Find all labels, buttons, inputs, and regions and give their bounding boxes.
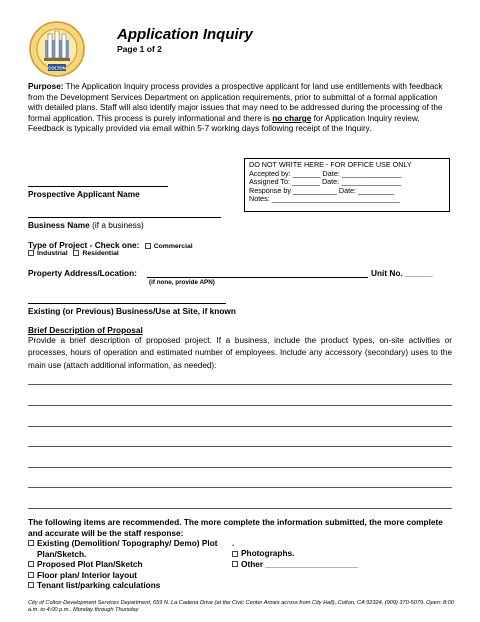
residential-label: Residential [82, 250, 119, 257]
description-line[interactable] [28, 467, 452, 468]
description-line[interactable] [28, 508, 452, 509]
applicant-name-field[interactable] [28, 186, 168, 187]
right-list-dot: . [232, 538, 235, 548]
description-heading: Brief Description of Proposal [28, 325, 143, 335]
office-assigned: Assigned To: _______ Date: _______________ [249, 177, 402, 187]
office-use-box [244, 158, 450, 212]
applicant-name-label: Prospective Applicant Name [28, 189, 140, 199]
footer-address: City of Colton Development Services Department, 659 N. La Cadena Drive (at the Civic Center Annex across from City Hall), Colton, CA 92324, (909) 370-5079. Open: 8:00 a.m. to 4:00 p.m., Monday through Thursday [28, 600, 454, 613]
business-name-field[interactable] [28, 217, 221, 218]
unit-no-label: Unit No. ______ [371, 268, 433, 278]
project-type-row-2 [28, 250, 119, 257]
commercial-checkbox[interactable] [145, 243, 151, 249]
page-number: Page 1 of 2 [117, 44, 162, 54]
item-label: Tenant list/parking calculations [37, 580, 161, 590]
existing-use-label: Existing (or Previous) Business/Use at Site, if known [28, 306, 236, 316]
project-type-row [28, 240, 193, 250]
description-line[interactable] [28, 487, 452, 488]
office-heading: DO NOT WRITE HERE - FOR OFFICE USE ONLY [249, 160, 412, 169]
item-checkbox[interactable] [28, 582, 34, 588]
no-charge-emphasis: no charge [272, 113, 312, 123]
list-item [28, 538, 223, 559]
item-label: Existing (Demolition/ Topography/ Demo) Plot Plan/Sketch. [37, 538, 218, 559]
item-checkbox[interactable] [232, 561, 238, 567]
commercial-label: Commercial [153, 243, 193, 250]
item-checkbox[interactable] [28, 561, 34, 567]
purpose-paragraph [28, 82, 452, 135]
office-response: Response by ___________ Date: _________ [249, 185, 395, 195]
list-item [28, 570, 223, 581]
residential-checkbox[interactable] [73, 250, 79, 256]
recommended-left-list [28, 538, 223, 591]
description-line[interactable] [28, 405, 452, 406]
description-text: Provide a brief description of proposed project. If a business, include the product types, on-site activities or processes, hours of operation and estimated number of employees. Include any accessory (secondary) uses to the main use (attach additional information, as needed): [28, 336, 452, 370]
list-item [232, 559, 358, 570]
property-address-field[interactable] [147, 277, 368, 278]
list-item [28, 559, 223, 570]
description-line[interactable] [28, 446, 452, 447]
item-checkbox[interactable] [28, 540, 34, 546]
industrial-label: Industrial [37, 250, 68, 257]
item-checkbox[interactable] [232, 551, 238, 557]
recommended-right-list [232, 548, 358, 569]
description-line[interactable] [28, 384, 452, 385]
city-seal-logo [28, 20, 86, 78]
office-notes: Notes: ________________________________ [249, 194, 400, 204]
purpose-label: Purpose: [28, 82, 64, 91]
list-item [232, 548, 358, 559]
existing-use-field[interactable] [28, 303, 226, 304]
property-address-label: Property Address/Location: [28, 268, 137, 278]
purpose-text-1: The Application Inquiry process provides a prospective applicant for land use entitlements with feedback from the Development Services Department on application requirements, prior to submittal of a formal application with detailed plans. Staff will also identify major issues that may need to be addressed during the processing of the formal application. This process is purely informational and there is [28, 82, 443, 123]
office-accepted: Accepted by: _______ Date: _______________ [249, 168, 402, 178]
industrial-checkbox[interactable] [28, 250, 34, 256]
item-label: Other ____________________ [241, 558, 358, 569]
item-label: Photographs. [241, 548, 295, 558]
list-item [28, 580, 223, 591]
svg-text:COLTON: COLTON [48, 65, 66, 71]
business-name-bold: Business Name [28, 220, 90, 230]
purpose-text-2: for Application Inquiry review. Feedback is typically provided via email within 5-7 working days following receipt of the Inquiry. [28, 113, 420, 134]
form-title: Application Inquiry [117, 26, 253, 43]
project-type-label: Type of Project - Check one: [28, 240, 140, 250]
apn-note: (if none, provide APN) [149, 279, 215, 286]
business-name-note: (if a business) [89, 220, 144, 230]
item-label: Floor plan/ Interior layout [37, 569, 138, 580]
item-checkbox[interactable] [28, 572, 34, 578]
description-line[interactable] [28, 426, 452, 427]
recommended-intro: The following items are recommended. The more complete the information submitted, the more complete and accurate will be the staff response: [28, 517, 443, 538]
business-name-label [28, 220, 144, 230]
item-label: Proposed Plot Plan/Sketch [37, 559, 143, 569]
